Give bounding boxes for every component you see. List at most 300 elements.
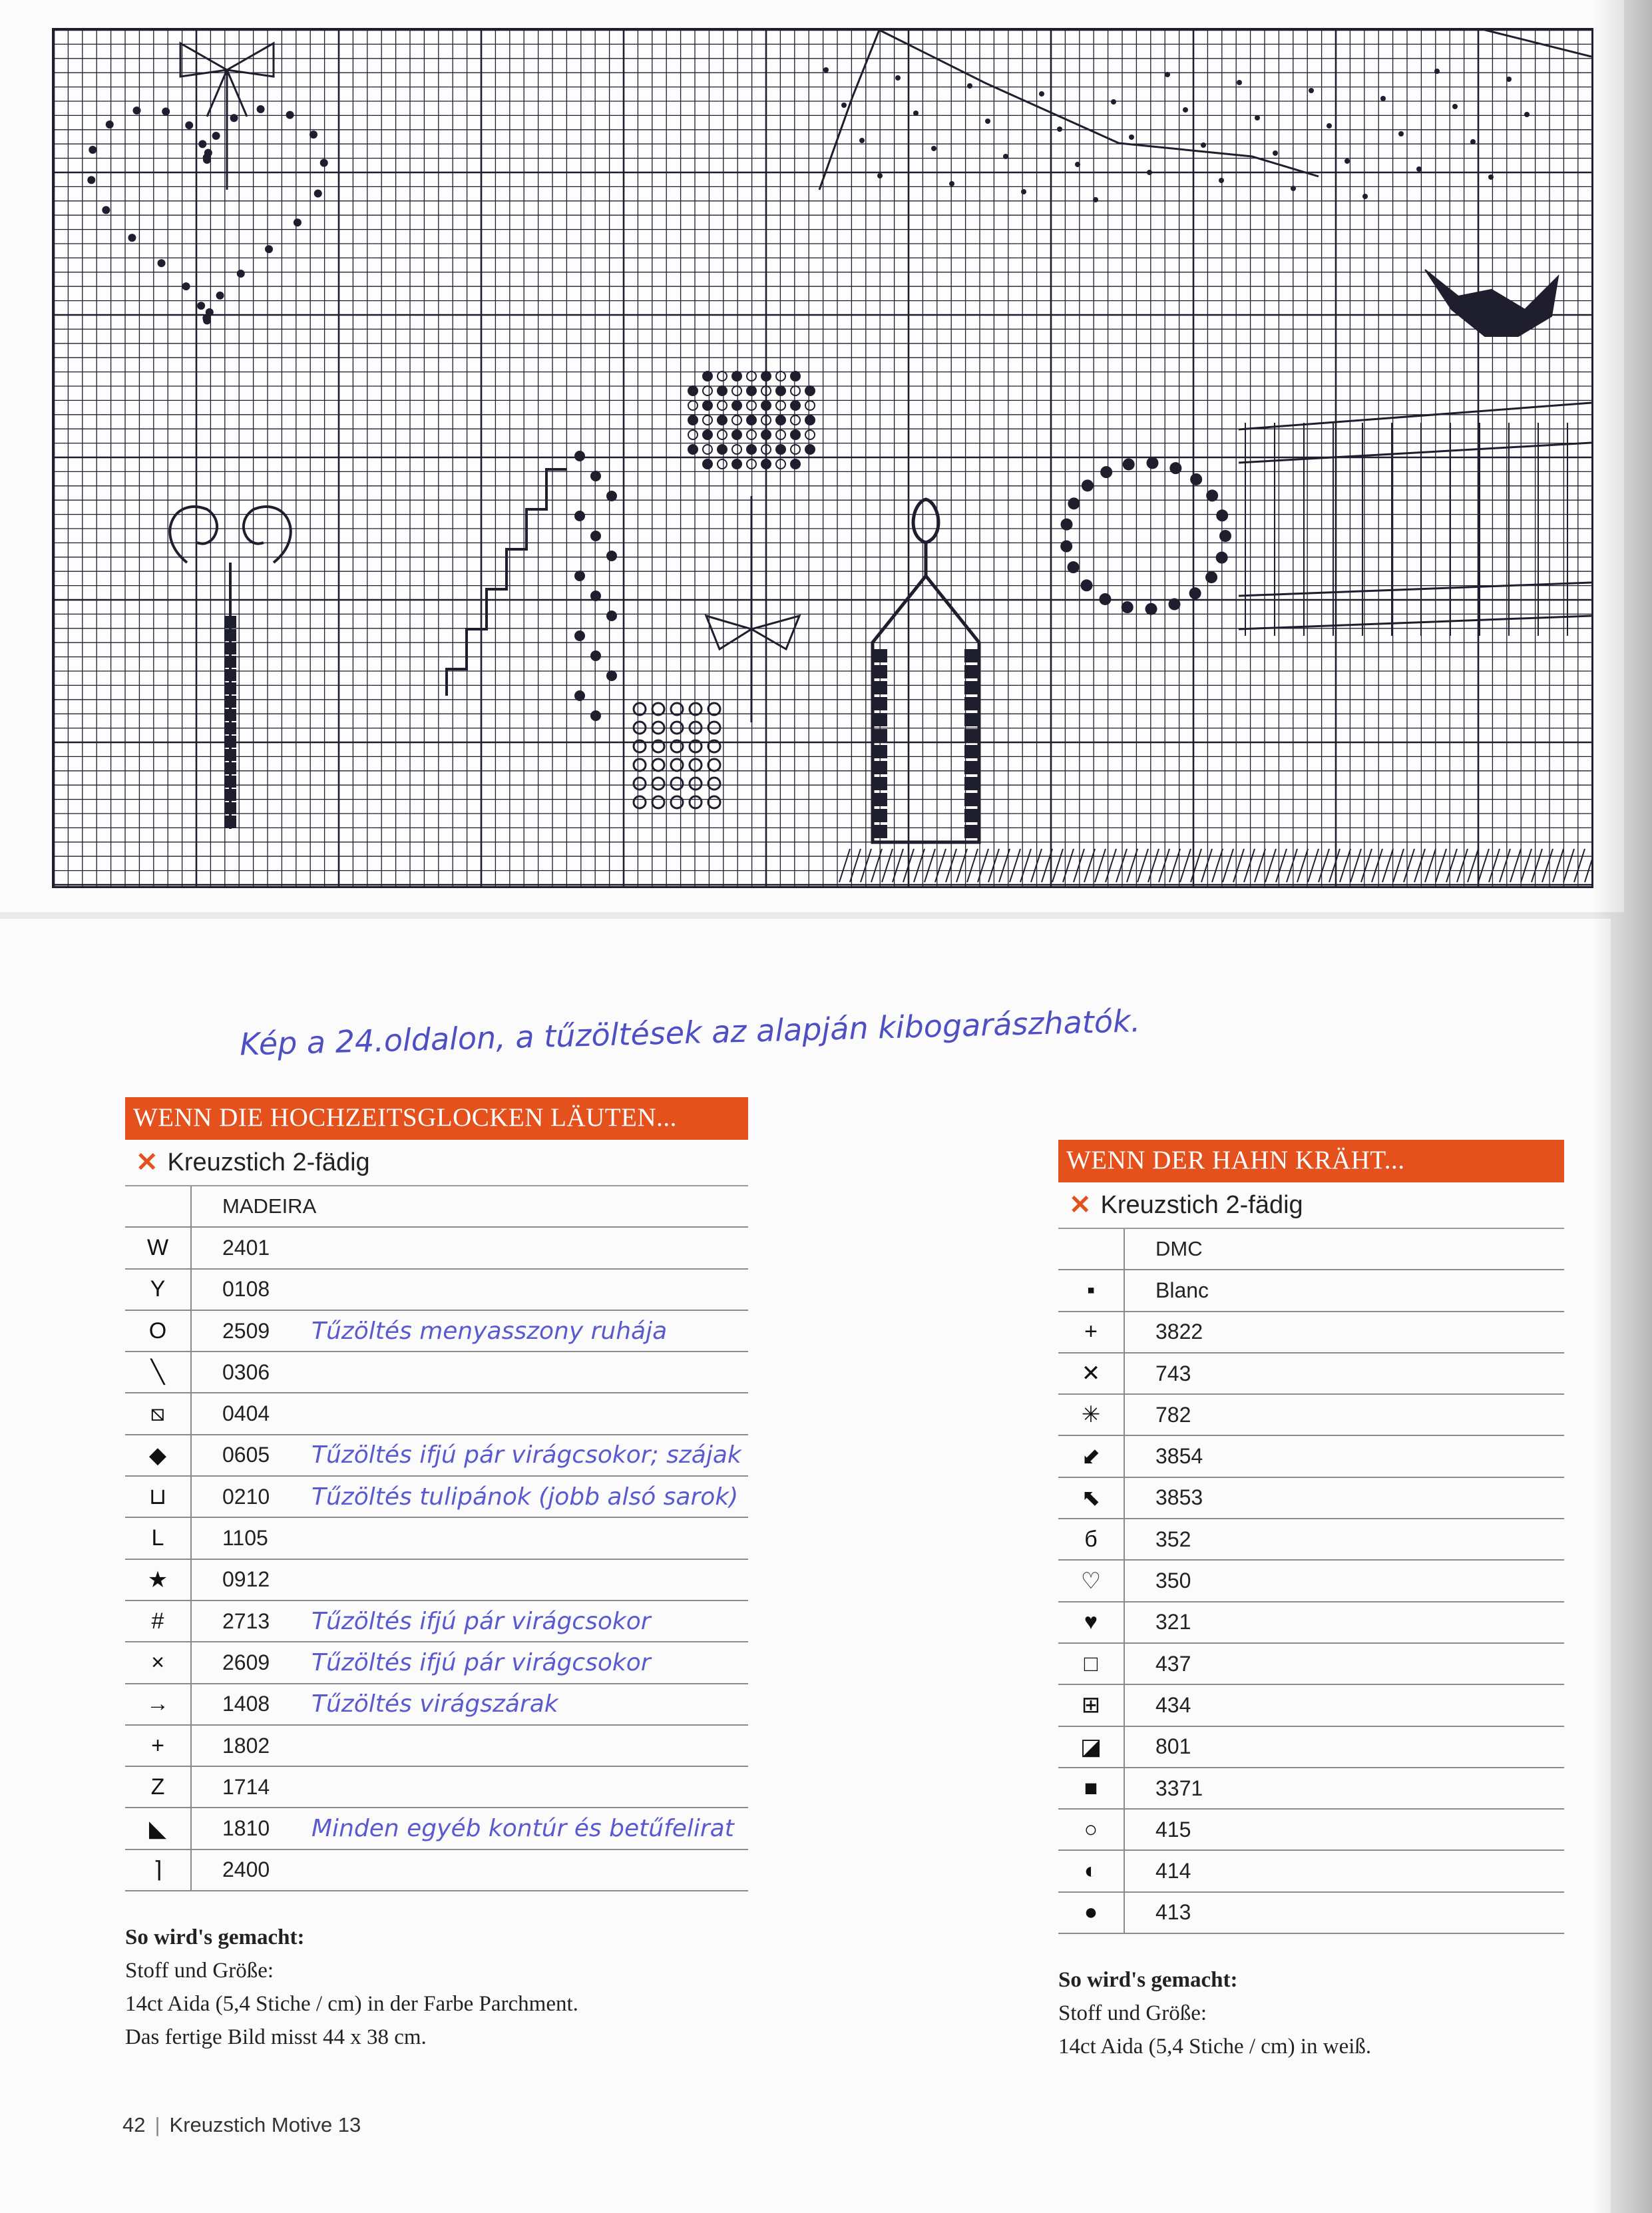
tree-stitch (732, 445, 741, 454)
page-footer (122, 2113, 361, 2137)
left-key-row (125, 1808, 748, 1849)
handwritten-row-note: Tűzöltés tulipánok (jobb alsó sarok) (311, 1483, 739, 1511)
tree-stitch (718, 445, 727, 454)
heart-stitch (265, 245, 273, 253)
color-code: 1810 (222, 1816, 270, 1841)
color-code: 1105 (222, 1526, 268, 1551)
staircase-line (447, 469, 566, 696)
stitch-symbol: ◣ (125, 1808, 192, 1848)
tree-stitch (761, 401, 771, 410)
leaf-dot (1506, 77, 1512, 82)
heart-stitch (128, 234, 136, 242)
tree-stitch (747, 415, 756, 425)
right-key-row (1058, 1768, 1564, 1810)
color-code: 0108 (222, 1277, 270, 1302)
stitch-grid (54, 30, 1591, 886)
heart-stitch (294, 218, 302, 226)
color-code: 3854 (1155, 1444, 1203, 1469)
heart-stitch (257, 105, 265, 113)
lantern-stitch (874, 697, 887, 710)
left-howto (125, 1921, 748, 2054)
heart-stitch (102, 206, 110, 214)
leaf-dot (985, 119, 990, 124)
symbol-column-header (125, 1186, 192, 1226)
lantern-stitch (874, 649, 887, 662)
heart-stitch (286, 111, 294, 119)
right-key-row (1058, 1270, 1564, 1312)
lantern-stitch (874, 729, 887, 742)
gift-stitch (652, 778, 664, 790)
color-code: 0605 (222, 1443, 270, 1467)
tree-stitch (718, 371, 727, 381)
right-howto-line: 14ct Aida (5,4 Stiche / cm) in weiß. (1058, 2035, 1372, 2059)
staircase-dot (606, 491, 617, 501)
left-key-row (125, 1477, 748, 1518)
heart-stitch (237, 270, 245, 278)
heart-stitch (202, 314, 210, 322)
right-key-row (1058, 1893, 1564, 1934)
stitch-symbol: ⊔ (125, 1477, 192, 1517)
tree-stitch (732, 415, 741, 425)
color-code: 3371 (1155, 1776, 1203, 1800)
stitch-symbol: ♡ (1058, 1561, 1125, 1600)
gift-stitch (671, 759, 683, 771)
heart-stitch (203, 154, 211, 162)
staircase-dot (606, 670, 617, 681)
lantern-stitch (964, 713, 978, 726)
color-code: 2401 (222, 1235, 270, 1260)
handwritten-row-note: Tűzöltés ifjú pár virágcsokor (311, 1648, 651, 1676)
stitch-symbol: □ (1058, 1644, 1125, 1684)
color-code: 1714 (222, 1774, 270, 1799)
tree-stitch (688, 386, 698, 395)
gift-stitch (708, 778, 720, 790)
tree-stitch (761, 430, 771, 439)
handwritten-note: Kép a 24.oldalon, a tűzöltések az alapján kibogarászhatók. (239, 1003, 1141, 1063)
x-icon: ✕ (136, 1148, 158, 1177)
handwritten-row-note: Tűzöltés menyasszony ruhája (311, 1317, 668, 1345)
tree-stitch (776, 415, 785, 425)
stitch-symbol: ⬉ (1058, 1478, 1125, 1518)
heart-stitch (216, 292, 224, 300)
bow-motif (180, 43, 274, 190)
left-brand-name: MADEIRA (222, 1194, 317, 1218)
heart-stitch (132, 107, 140, 115)
right-key-row (1058, 1727, 1564, 1768)
stem-stitch (224, 776, 236, 788)
right-howto-title: So wird's gemacht: (1058, 1968, 1238, 1993)
lantern-stitch (874, 665, 887, 678)
color-code: 350 (1155, 1569, 1191, 1593)
color-code: 414 (1155, 1859, 1191, 1883)
left-stitch-text: Kreuzstich 2-fädig (167, 1148, 370, 1176)
leaf-dot (1434, 69, 1440, 74)
tree-stitch (791, 386, 800, 395)
right-key-row (1058, 1353, 1564, 1395)
wreath-stitch (1205, 571, 1217, 583)
stitch-symbol: ■ (1058, 1768, 1125, 1808)
heart-stitch (162, 107, 170, 115)
gift-stitch (634, 703, 646, 715)
gift-stitch (708, 759, 720, 771)
page-number: 42 (122, 2113, 146, 2136)
leaf-dot (1021, 189, 1026, 194)
color-code: 3853 (1155, 1485, 1203, 1510)
gift-stitch (652, 796, 664, 808)
right-brand-row (1058, 1229, 1564, 1270)
leaf-dot (1183, 107, 1188, 113)
gift-stitch (690, 703, 702, 715)
heart-stitch (197, 302, 205, 310)
x-icon: ✕ (1069, 1190, 1092, 1220)
stitch-symbol: ⊞ (1058, 1685, 1125, 1725)
stitch-symbol: × (125, 1642, 192, 1682)
gift-stitch (634, 796, 646, 808)
heart-stitch (310, 130, 317, 138)
wreath-stitch (1099, 593, 1111, 605)
leaf-dot (1380, 96, 1386, 101)
footer-separator: | (154, 2113, 160, 2136)
color-code: 2509 (222, 1318, 270, 1343)
wreath-stitch (1146, 457, 1158, 469)
lantern-stitch (964, 665, 978, 678)
left-howto-title: So wird's gemacht: (125, 1925, 305, 1950)
stitch-symbol: ★ (125, 1560, 192, 1600)
stitch-symbol: + (125, 1726, 192, 1766)
staircase-dot (590, 531, 601, 541)
right-key-row (1058, 1810, 1564, 1851)
stitch-symbol: ✳ (1058, 1395, 1125, 1435)
lantern-stitch (874, 809, 887, 822)
stitch-symbol: ╲ (125, 1352, 192, 1392)
leaf-dot (949, 181, 954, 186)
lantern-stitch (964, 729, 978, 742)
stitch-symbol: Z (125, 1767, 192, 1807)
color-code: 0404 (222, 1401, 270, 1426)
staircase-dot (574, 690, 585, 701)
wreath-stitch (1068, 561, 1080, 573)
tree-stitch (732, 371, 741, 381)
stitch-symbol: ◪ (1058, 1727, 1125, 1767)
gift-stitch (652, 703, 664, 715)
lantern-stitch (964, 681, 978, 694)
wreath-stitch (1216, 509, 1228, 521)
wreath-stitch (1082, 479, 1094, 491)
color-code: Blanc (1155, 1278, 1209, 1302)
handwritten-row-note: Tűzöltés ifjú pár virágcsokor; szájak (311, 1441, 741, 1469)
tree-stitch (732, 401, 741, 410)
left-key-row (125, 1684, 748, 1726)
heart-stitch (314, 190, 322, 198)
wreath-stitch (1068, 497, 1080, 509)
color-code: 743 (1155, 1361, 1191, 1385)
color-code: 2713 (222, 1608, 270, 1633)
tree-stitch (703, 371, 712, 381)
wreath-stitch (1081, 579, 1093, 591)
color-code: 0210 (222, 1484, 270, 1509)
stem-stitch (224, 722, 236, 734)
left-key-row (125, 1767, 748, 1808)
leaf-dot (1129, 134, 1134, 140)
color-code: 437 (1155, 1651, 1191, 1676)
right-key-row (1058, 1478, 1564, 1519)
tree-stitch (791, 401, 800, 410)
tree-stitch (791, 459, 800, 469)
tree-stitch (718, 430, 727, 439)
stitch-symbol: W (125, 1228, 192, 1268)
tree-stitch (688, 415, 698, 425)
lantern-stitch (874, 777, 887, 790)
color-code: 413 (1155, 1900, 1191, 1925)
leaf-dot (1075, 162, 1080, 167)
staircase-dot (574, 451, 585, 461)
left-color-key (125, 1097, 748, 2054)
wreath-stitch (1189, 587, 1201, 599)
color-code: 1802 (222, 1733, 270, 1758)
binding-shadow (1592, 0, 1652, 2213)
stitch-symbol: # (125, 1601, 192, 1641)
stem-stitch (224, 682, 236, 694)
left-brand-row (125, 1186, 748, 1228)
right-key-row (1058, 1561, 1564, 1602)
handwritten-row-note: Tűzöltés ifjú pár virágcsokor (311, 1607, 651, 1635)
tree-stitch (791, 371, 800, 381)
gift-stitch (690, 759, 702, 771)
right-key-row (1058, 1602, 1564, 1644)
left-howto-line: 14ct Aida (5,4 Stiche / cm) in der Farbe Parchment. (125, 1992, 578, 2017)
left-key-row (125, 1352, 748, 1393)
lantern-stitch (874, 825, 887, 838)
stem-stitch (224, 709, 236, 721)
lantern-stitch (874, 745, 887, 758)
stem-stitch (224, 669, 236, 681)
tree-stitch (805, 386, 815, 395)
staircase-dot (590, 471, 601, 481)
wreath-stitch (1219, 530, 1231, 542)
heart-stitch (87, 176, 95, 184)
staircase-dot (606, 611, 617, 621)
heart-stitch (106, 121, 114, 128)
right-key-title: WENN DER HAHN KRÄHT... (1058, 1140, 1564, 1182)
tree-stitch (703, 459, 712, 469)
leaf-dot (1003, 154, 1008, 159)
lantern-stitch (874, 681, 887, 694)
stitch-symbol: → (125, 1684, 192, 1724)
right-brand-name: DMC (1155, 1237, 1203, 1261)
lantern-stitch (964, 809, 978, 822)
tree-stitch (791, 430, 800, 439)
leaf-dot (1219, 178, 1224, 183)
color-code: 782 (1155, 1402, 1191, 1427)
left-key-row (125, 1311, 748, 1352)
leaf-dot (859, 138, 865, 143)
stem-stitch (224, 696, 236, 708)
right-stitch-label (1058, 1182, 1564, 1229)
stitch-symbol: Y (125, 1270, 192, 1310)
left-key-row (125, 1642, 748, 1684)
leaf-dot (1237, 80, 1242, 85)
color-code: 1408 (222, 1692, 270, 1716)
color-code: 0306 (222, 1359, 270, 1384)
gift-stitch (690, 796, 702, 808)
tree-stitch (688, 430, 698, 439)
tree-stitch (747, 445, 756, 454)
lantern-stitch (964, 697, 978, 710)
tree-stitch (718, 401, 727, 410)
stitch-symbol: б (1058, 1519, 1125, 1559)
right-key-rows (1058, 1270, 1564, 1934)
tree-stitch (805, 415, 815, 425)
wreath-stitch (1060, 541, 1072, 553)
heart-stitch (198, 140, 206, 148)
leaf-dot (1255, 115, 1260, 121)
symbol-column-header (1058, 1229, 1125, 1269)
staircase-dot (590, 710, 601, 721)
leaf-dot (1524, 112, 1530, 117)
wreath-stitch (1190, 473, 1202, 485)
wreath-stitch (1206, 489, 1218, 501)
gift-stitch (708, 703, 720, 715)
tree-stitch (791, 445, 800, 454)
stitch-symbol: ⌉ (125, 1850, 192, 1890)
wreath-stitch (1100, 466, 1112, 478)
left-key-row (125, 1270, 748, 1311)
left-key-row (125, 1228, 748, 1269)
leaf-dot (1291, 186, 1296, 191)
tree-stitch (688, 401, 698, 410)
stem-stitch (224, 736, 236, 748)
leaf-dot (841, 103, 847, 108)
left-key-row (125, 1726, 748, 1767)
tree-stitch (805, 430, 815, 439)
staircase-dot (606, 551, 617, 561)
stem-stitch (224, 629, 236, 641)
heart-stitch (320, 159, 328, 167)
left-stitch-label (125, 1140, 748, 1186)
color-code: 2609 (222, 1650, 270, 1674)
lantern-stitch (964, 649, 978, 662)
tree-stitch (718, 459, 727, 469)
stem-stitch (224, 816, 236, 828)
tree-stitch (805, 445, 815, 454)
wreath-stitch (1145, 603, 1157, 615)
staircase-dot (574, 511, 585, 521)
leaf-dot (1362, 194, 1368, 199)
gift-stitch (690, 778, 702, 790)
lantern-stitch (964, 825, 978, 838)
staircase-dot (590, 650, 601, 661)
stem-stitch (224, 656, 236, 668)
gift-stitch (652, 759, 664, 771)
gift-stitch (634, 759, 646, 771)
tree-stitch (761, 371, 771, 381)
leaf-dot (1111, 99, 1116, 105)
publication-name: Kreuzstich Motive 13 (169, 2113, 361, 2136)
lantern-stitch (874, 793, 887, 806)
right-stitch-text: Kreuzstich 2-fädig (1100, 1190, 1303, 1219)
tree-stitch (703, 386, 712, 395)
branch-lines (819, 30, 1591, 190)
leaf-dot (1488, 174, 1494, 180)
tree-stem (706, 496, 799, 722)
color-code: 3822 (1155, 1320, 1203, 1344)
heart-stitch (185, 121, 193, 129)
heart-stitch (158, 259, 166, 267)
tree-stitch (688, 445, 698, 454)
stitch-symbol: ◐ (1058, 1851, 1125, 1891)
heart-stitch (212, 132, 220, 140)
stem-stitch (224, 642, 236, 654)
staircase-dot (574, 571, 585, 581)
lantern-stitch (874, 761, 887, 774)
right-howto-line: Stoff und Größe: (1058, 2001, 1207, 2026)
stitch-symbol: L (125, 1518, 192, 1558)
color-code: 415 (1155, 1817, 1191, 1842)
lantern-stitch (964, 777, 978, 790)
tree-stitch (703, 415, 712, 425)
leaf-dot (967, 83, 972, 89)
lantern-stitch (964, 761, 978, 774)
leaf-dot (931, 146, 936, 151)
leaf-dot (1039, 91, 1044, 97)
tree-stitch (776, 445, 785, 454)
leaf-dot (1470, 139, 1476, 144)
color-code: 2400 (222, 1857, 270, 1882)
left-key-row (125, 1393, 748, 1435)
stitch-symbol: ○ (1058, 1810, 1125, 1849)
wreath-stitch (1122, 601, 1134, 613)
lantern-stitch (964, 793, 978, 806)
leaf-dot (1452, 104, 1458, 109)
left-howto-line: Das fertige Bild misst 44 x 38 cm. (125, 2025, 427, 2050)
color-code: 434 (1155, 1692, 1191, 1717)
cross-stitch-chart (52, 28, 1593, 888)
leaf-dot (1093, 197, 1098, 202)
bird-motif (1425, 270, 1558, 336)
gift-stitch (708, 796, 720, 808)
tree-stitch (703, 445, 712, 454)
left-key-row (125, 1518, 748, 1559)
stitch-symbol: ⧅ (125, 1393, 192, 1433)
stem-stitch (224, 802, 236, 814)
color-code: 0912 (222, 1567, 270, 1592)
handwritten-row-note: Tűzöltés virágszárak (311, 1690, 558, 1718)
leaf-dot (1309, 88, 1314, 93)
heart-stitch (230, 114, 238, 122)
tree-stitch (747, 386, 756, 395)
left-howto-line: Stoff und Größe: (125, 1959, 274, 1983)
tree-stitch (703, 430, 712, 439)
right-key-row (1058, 1685, 1564, 1726)
leaf-dot (1398, 131, 1404, 136)
wreath-stitch (1168, 599, 1180, 611)
color-code: 352 (1155, 1527, 1191, 1551)
gift-stitch (671, 703, 683, 715)
tree-stitch (732, 430, 741, 439)
stitch-symbol: ⬋ (1058, 1436, 1125, 1476)
color-code: 321 (1155, 1610, 1191, 1634)
heart-stitch (182, 282, 190, 290)
stitch-symbol: + (1058, 1312, 1125, 1352)
handwritten-row-note: Minden egyéb kontúr és betűfelirat (311, 1815, 734, 1843)
leaf-dot (1147, 170, 1152, 175)
right-key-row (1058, 1644, 1564, 1685)
stem-stitch (224, 789, 236, 801)
lantern-stitch (964, 745, 978, 758)
staircase-dot (590, 591, 601, 601)
left-key-row (125, 1560, 748, 1601)
color-code: 801 (1155, 1734, 1191, 1759)
